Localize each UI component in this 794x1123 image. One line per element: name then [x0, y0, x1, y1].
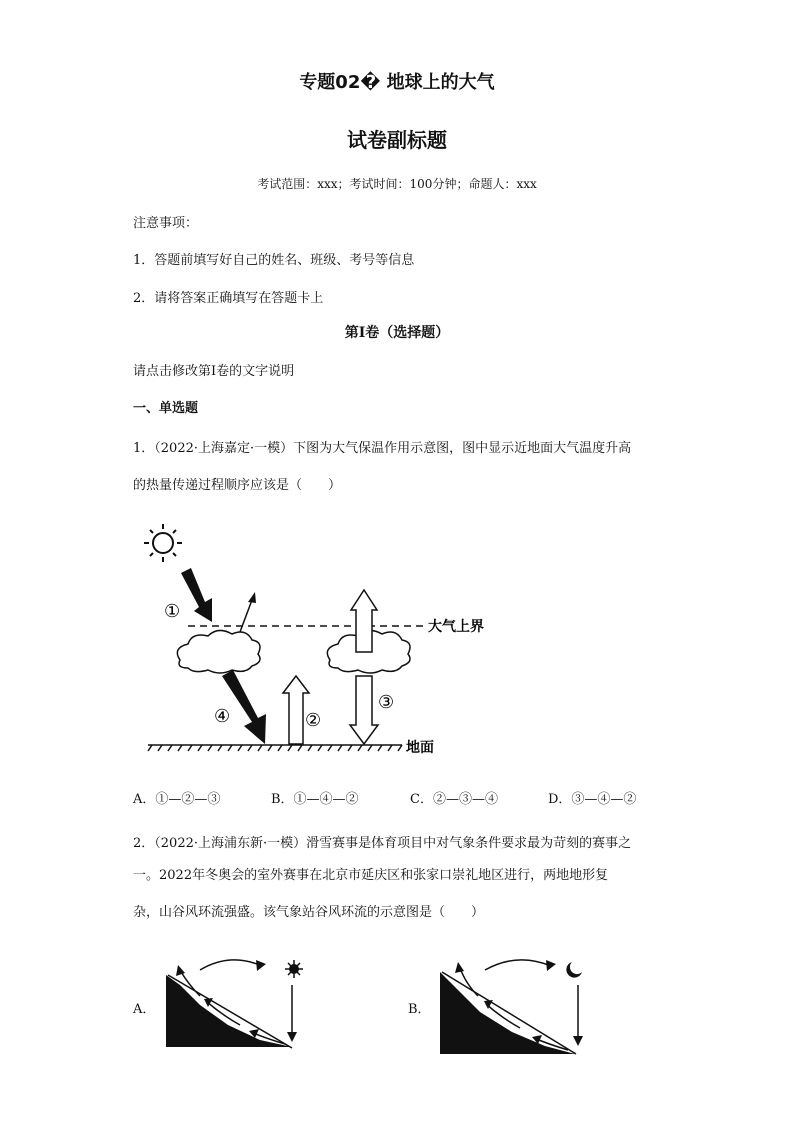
notes-heading: 注意事项： — [133, 216, 199, 231]
label-n3: ③ — [378, 692, 395, 713]
label-atmosphere-top: 大气上界 — [428, 619, 484, 635]
part-description: 请点击修改第I卷的文字说明 — [133, 364, 295, 379]
q2-option-b[interactable]: B． — [408, 1002, 431, 1017]
q1-option-d[interactable]: D．③—④—② — [548, 792, 637, 807]
q1-option-b[interactable]: B．①—④—② — [271, 792, 359, 807]
wind-arrow-top-b — [485, 960, 551, 970]
page-title: 专题02� 地球上的大气 — [299, 72, 495, 93]
q2-text-line2: 一。2022年冬奥会的室外赛事在北京市延庆区和张家口崇礼地区进行，两地地形复 — [133, 868, 609, 883]
q1-option-a[interactable]: A．①—②—③ — [133, 792, 221, 807]
page-subtitle: 试卷副标题 — [347, 128, 447, 152]
part-title: 第I卷（选择题） — [344, 325, 450, 341]
label-ground: 地面 — [406, 740, 434, 756]
q1-text-line1: 1．（2022·上海嘉定·一模）下图为大气保温作用示意图，图中显示近地面大气温度升高 — [133, 441, 632, 456]
moon-icon — [566, 962, 582, 978]
q1-option-c[interactable]: C．②—③—④ — [410, 792, 498, 807]
section-heading: 一、单选题 — [133, 401, 199, 416]
exam-meta: 考试范围：xxx；考试时间：100分钟；命题人：xxx — [257, 177, 537, 191]
q2-text-line3: 杂，山谷风环流强盛。该气象站谷风环流的示意图是（ ） — [133, 905, 485, 920]
note-item-1: 1．答题前填写好自己的姓名、班级、考号等信息 — [133, 253, 415, 268]
label-n2: ② — [305, 710, 322, 731]
note-item-2: 2．请将答案正确填写在答题卡上 — [133, 291, 324, 306]
label-n4: ④ — [214, 706, 231, 727]
label-n1: ① — [164, 601, 181, 622]
q2-text-line1: 2．（2022·上海浦东新·一模）滑雪赛事是体育项目中对气象条件要求最为苛刻的赛事之 — [133, 836, 632, 851]
q1-text-line2: 的热量传递过程顺序应该是（ ） — [133, 478, 342, 493]
q2-option-a[interactable]: A． — [133, 1002, 156, 1017]
